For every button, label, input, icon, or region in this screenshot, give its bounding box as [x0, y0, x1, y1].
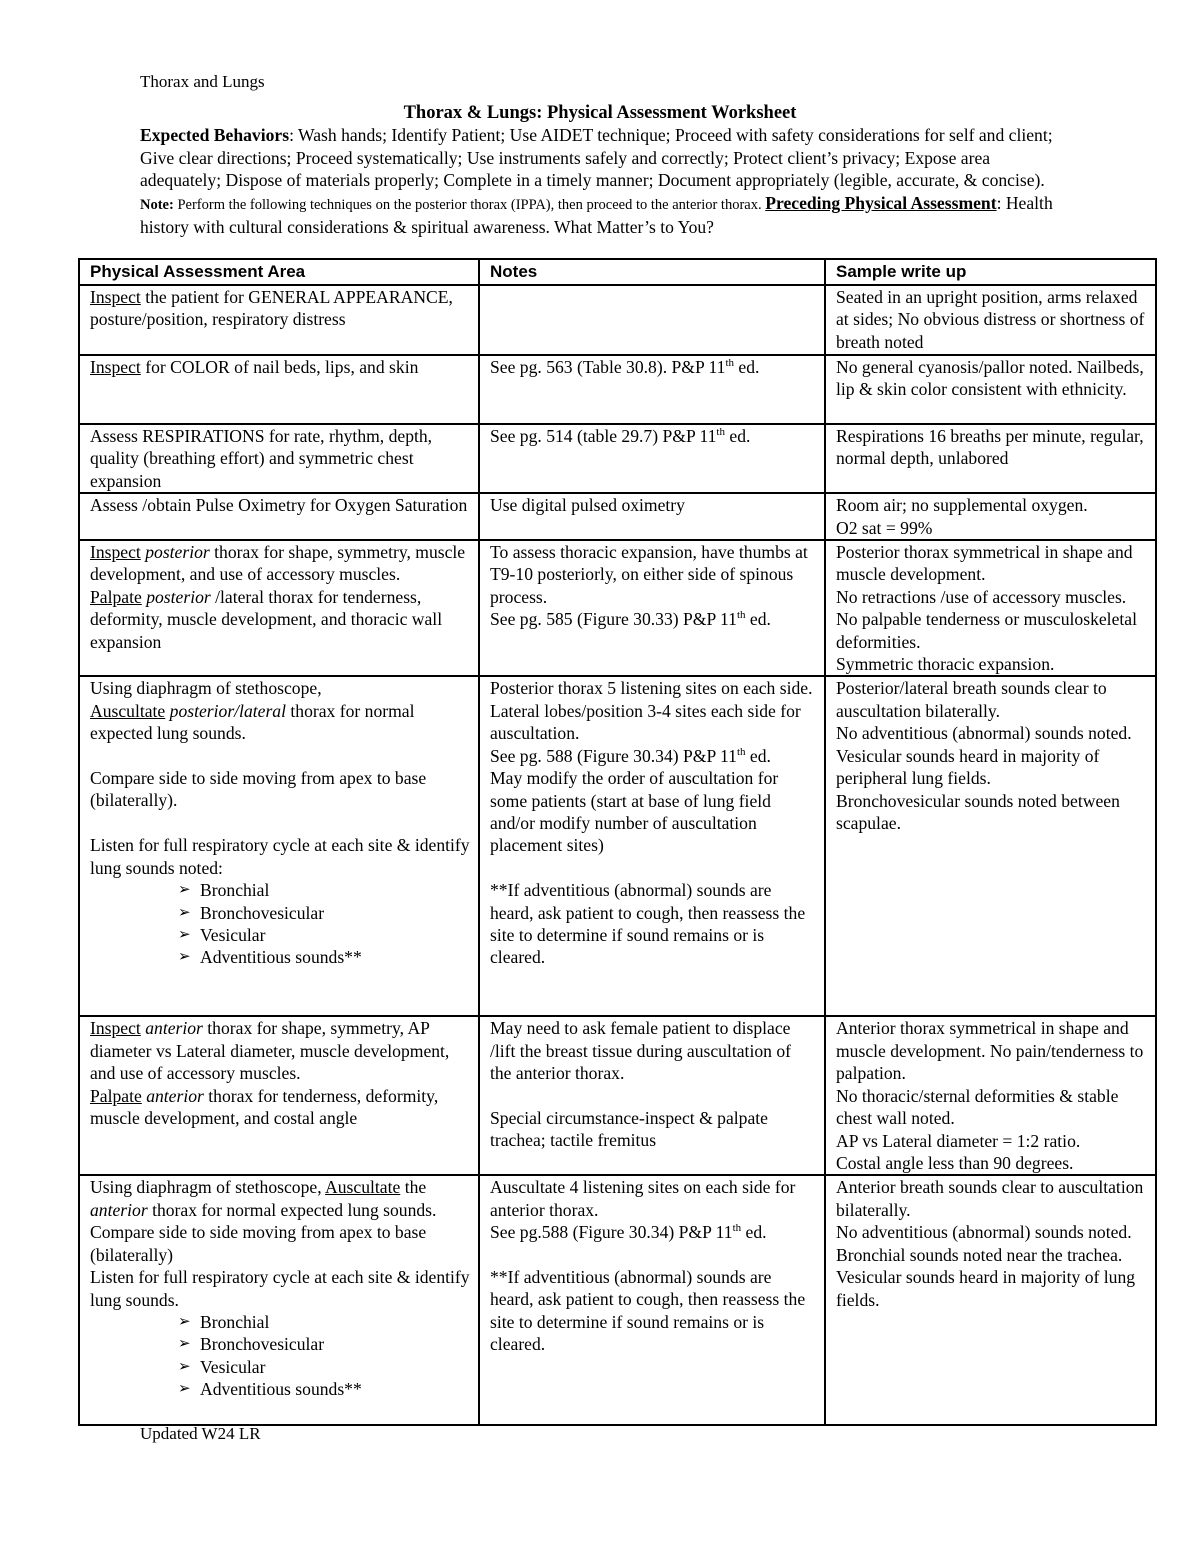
notes-text: See pg. 514 (table 29.7) P&P 11 — [490, 426, 717, 446]
notes-text: See pg.588 (Figure 30.34) P&P 11 — [490, 1222, 733, 1243]
notes-text: ed. — [734, 357, 760, 377]
area-paragraph — [90, 541, 470, 586]
sample-cell: Respirations 16 breaths per minute, regular, normal depth, unlabored — [825, 424, 1156, 493]
area-cell — [79, 355, 479, 424]
area-text: thorax for normal expected lung sounds. Compare side to side moving from apex to base (bilaterally) — [90, 1199, 437, 1265]
sample-line: Posterior/lateral breath sounds clear to auscultation bilaterally. — [836, 678, 1107, 721]
list-item: ➢ Vesicular — [178, 924, 470, 946]
table-row — [79, 493, 1156, 540]
area-cell — [79, 540, 479, 676]
sample-line: Anterior thorax symmetrical in shape and muscle development. No pain/tenderness to palpation. — [836, 1018, 1144, 1084]
area-text: thorax for tenderness, deformity, muscle development, and costal angle — [90, 1085, 439, 1129]
column-header-notes: Notes — [479, 259, 825, 285]
sample-line: No adventitious (abnormal) sounds noted. — [836, 723, 1132, 744]
notes-cell — [479, 676, 825, 1016]
list-item: ➢ Adventitious sounds** — [178, 1378, 470, 1400]
list-item: ➢ Bronchial — [178, 879, 470, 901]
list-item: ➢ Bronchial — [178, 1311, 470, 1333]
notes-cell — [479, 424, 825, 493]
area-cell: Assess /obtain Pulse Oximetry for Oxygen Saturation — [79, 493, 479, 540]
area-cell — [79, 676, 479, 1016]
notes-line — [490, 1221, 816, 1243]
notes-line — [490, 745, 816, 767]
table-row — [79, 285, 1156, 355]
lung-sounds-list — [90, 879, 470, 969]
spacer — [90, 745, 470, 767]
list-item: ➢ Adventitious sounds** — [178, 946, 470, 968]
action-word: Inspect — [90, 287, 141, 307]
notes-cell — [479, 355, 825, 424]
superscript: th — [716, 426, 725, 439]
preceding-assessment-label: Preceding Physical Assessment — [765, 192, 997, 213]
italic-term: anterior — [146, 1085, 204, 1106]
sample-line: AP vs Lateral diameter = 1:2 ratio. — [836, 1130, 1081, 1151]
superscript: th — [736, 745, 746, 758]
table-row — [79, 355, 1156, 424]
action-word: Palpate — [90, 586, 142, 607]
sample-cell — [825, 493, 1156, 540]
area-line: Compare side to side moving from apex to base (bilaterally). — [90, 768, 427, 811]
notes-cell — [479, 1175, 825, 1425]
sample-cell — [825, 540, 1156, 676]
expected-behaviors-label: Expected Behaviors — [140, 125, 290, 145]
notes-line: May modify the order of auscultation for some patients (start at base of lung field and/or modify number of auscultation placement sites) — [490, 768, 779, 856]
area-text: for COLOR of nail beds, lips, and skin — [140, 357, 419, 377]
notes-line: To assess thoracic expansion, have thumbs at T9-10 posteriorly, on either side of spinous process. — [490, 542, 808, 607]
spacer — [490, 1085, 816, 1107]
notes-cell — [479, 285, 825, 355]
running-header: Thorax and Lungs — [140, 72, 265, 91]
list-item: ➢ Vesicular — [178, 1356, 470, 1378]
note-label: Note: — [140, 196, 174, 213]
area-text: thorax for shape, symmetry, AP diameter vs Lateral diameter, muscle development, and use of accessory muscles. — [90, 1018, 450, 1084]
spacer — [90, 812, 470, 834]
list-item: ➢ Bronchovesicular — [178, 902, 470, 924]
spacer — [490, 857, 816, 879]
area-line: Using diaphragm of stethoscope, — [90, 678, 322, 699]
sample-line: Vesicular sounds heard in majority of peripheral lung fields. — [836, 745, 1100, 789]
sample-line: Anterior breath sounds clear to auscultation bilaterally. — [836, 1177, 1144, 1220]
list-item: ➢ Bronchovesicular — [178, 1333, 470, 1355]
sample-line: Room air; no supplemental oxygen. — [836, 495, 1088, 516]
notes-cell — [479, 540, 825, 676]
sample-line: Costal angle less than 90 degrees. — [836, 1152, 1074, 1173]
sample-line: No thoracic/sternal deformities & stable chest wall noted. — [836, 1085, 1119, 1129]
spacer — [490, 1244, 816, 1266]
notes-text: See pg. 585 (Figure 30.33) P&P 11 — [490, 609, 737, 630]
area-text: thorax for shape, symmetry, muscle development, and use of accessory muscles. — [90, 542, 466, 585]
table-header-row — [79, 259, 1156, 285]
table-row — [79, 1175, 1156, 1425]
superscript: th — [732, 1222, 742, 1235]
notes-line: May need to ask female patient to displace /lift the breast tissue during auscultation of the anterior thorax. — [490, 1018, 791, 1084]
notes-cell — [479, 1016, 825, 1175]
area-paragraph — [90, 1017, 470, 1084]
notes-line: Auscultate 4 listening sites on each side for anterior thorax. — [490, 1177, 796, 1220]
table-row — [79, 424, 1156, 493]
table-row — [79, 540, 1156, 676]
area-paragraph — [90, 1176, 470, 1266]
sample-line: Bronchovesicular sounds noted between scapulae. — [836, 790, 1120, 833]
table-row — [79, 1016, 1156, 1175]
action-word: Inspect — [90, 1018, 141, 1039]
notes-text: ed. — [724, 426, 751, 446]
action-word: Auscultate — [90, 700, 166, 721]
sample-cell: Seated in an upright position, arms relaxed at sides; No obvious distress or shortness of breath noted — [825, 285, 1156, 355]
sample-line: No adventitious (abnormal) sounds noted. Bronchial sounds noted near the trachea. Vesicular sounds heard in majority of lung fields. — [836, 1222, 1136, 1310]
superscript: th — [736, 609, 746, 622]
area-cell — [79, 1016, 479, 1175]
action-word: Auscultate — [325, 1177, 401, 1198]
intro-paragraph — [140, 124, 1075, 239]
sample-line: Symmetric thoracic expansion. — [836, 654, 1055, 675]
italic-term: posterior — [145, 542, 210, 563]
italic-term: anterior — [145, 1018, 203, 1039]
sample-line: No retractions /use of accessory muscles. No palpable tenderness or musculoskeletal deformities. — [836, 586, 1137, 652]
area-text: the — [400, 1177, 427, 1198]
table-row — [79, 676, 1156, 1016]
italic-term: posterior — [146, 586, 211, 607]
area-line: Listen for full respiratory cycle at each site & identify lung sounds noted: — [90, 835, 470, 878]
action-word: Palpate — [90, 1085, 142, 1106]
area-text: the patient for GENERAL APPEARANCE, posture/position, respiratory distress — [90, 287, 453, 330]
sample-line: Posterior thorax symmetrical in shape and muscle development. — [836, 542, 1133, 585]
notes-text: ed. — [745, 609, 771, 630]
area-line: Listen for full respiratory cycle at each site & identify lung sounds. — [90, 1267, 470, 1310]
area-cell — [79, 285, 479, 355]
area-text: /lateral thorax for tenderness, deformity, muscle development, and thoracic wall expansion — [90, 586, 443, 652]
area-text: thorax for normal expected lung sounds. — [90, 700, 415, 744]
notes-line: **If adventitious (abnormal) sounds are heard, ask patient to cough, then reassess the site to determine if sound remains or is cleared. — [490, 880, 806, 968]
area-paragraph — [90, 1085, 470, 1130]
notes-text: ed. — [741, 1222, 767, 1243]
lung-sounds-list — [90, 1311, 470, 1401]
notes-cell: Use digital pulsed oximetry — [479, 493, 825, 540]
action-word: Inspect — [90, 542, 141, 563]
sample-cell — [825, 1016, 1156, 1175]
sample-line: O2 sat = 99% — [836, 517, 933, 538]
italic-term: posterior/lateral — [169, 700, 286, 721]
notes-text: ed. — [745, 745, 771, 766]
sample-cell — [825, 676, 1156, 1016]
area-text: Using diaphragm of stethoscope, — [90, 1177, 326, 1198]
preceding-assessment-text: : Health history with cultural considerations & spiritual awareness. What Matter’s to You? — [140, 192, 1053, 238]
page-title: Thorax & Lungs: Physical Assessment Worksheet — [403, 103, 797, 123]
expected-behaviors-text: : Wash hands; Identify Patient; Use AIDET technique; Proceed with safety considerations for self and client; Give clear directions; Proceed systematically; Use instruments safely and correctly; Protect client’s privacy; Expose area adequately; Dispose of materials properly; Complete in a timely manner; Document appropriately (legible, accurate, & concise). — [140, 125, 1053, 191]
action-word: Inspect — [90, 357, 141, 377]
assessment-table — [78, 258, 1157, 1426]
note-text: Perform the following techniques on the posterior thorax (IPPA), then proceed to the anterior thorax. — [173, 196, 766, 213]
area-paragraph — [90, 700, 470, 745]
column-header-area: Physical Assessment Area — [79, 259, 479, 285]
notes-line: Special circumstance-inspect & palpate trachea; tactile fremitus — [490, 1108, 768, 1151]
sample-cell — [825, 1175, 1156, 1425]
footer-note: Updated W24 LR — [140, 1424, 261, 1443]
notes-line: Posterior thorax 5 listening sites on each side. — [490, 678, 813, 699]
area-cell: Assess RESPIRATIONS for rate, rhythm, depth, quality (breathing effort) and symmetric chest expansion — [79, 424, 479, 493]
notes-line: **If adventitious (abnormal) sounds are heard, ask patient to cough, then reassess the site to determine if sound remains or is cleared. — [490, 1267, 806, 1355]
notes-line: Lateral lobes/position 3-4 sites each side for auscultation. — [490, 700, 801, 744]
superscript: th — [725, 357, 735, 370]
area-paragraph — [90, 586, 470, 653]
notes-text: See pg. 563 (Table 30.8). P&P 11 — [490, 357, 726, 377]
area-cell — [79, 1175, 479, 1425]
notes-line — [490, 608, 816, 630]
sample-cell: No general cyanosis/pallor noted. Nailbeds, lip & skin color consistent with ethnicity. — [825, 355, 1156, 424]
column-header-sample: Sample write up — [825, 259, 1156, 285]
notes-text: See pg. 588 (Figure 30.34) P&P 11 — [490, 745, 737, 766]
italic-term: anterior — [90, 1199, 148, 1220]
